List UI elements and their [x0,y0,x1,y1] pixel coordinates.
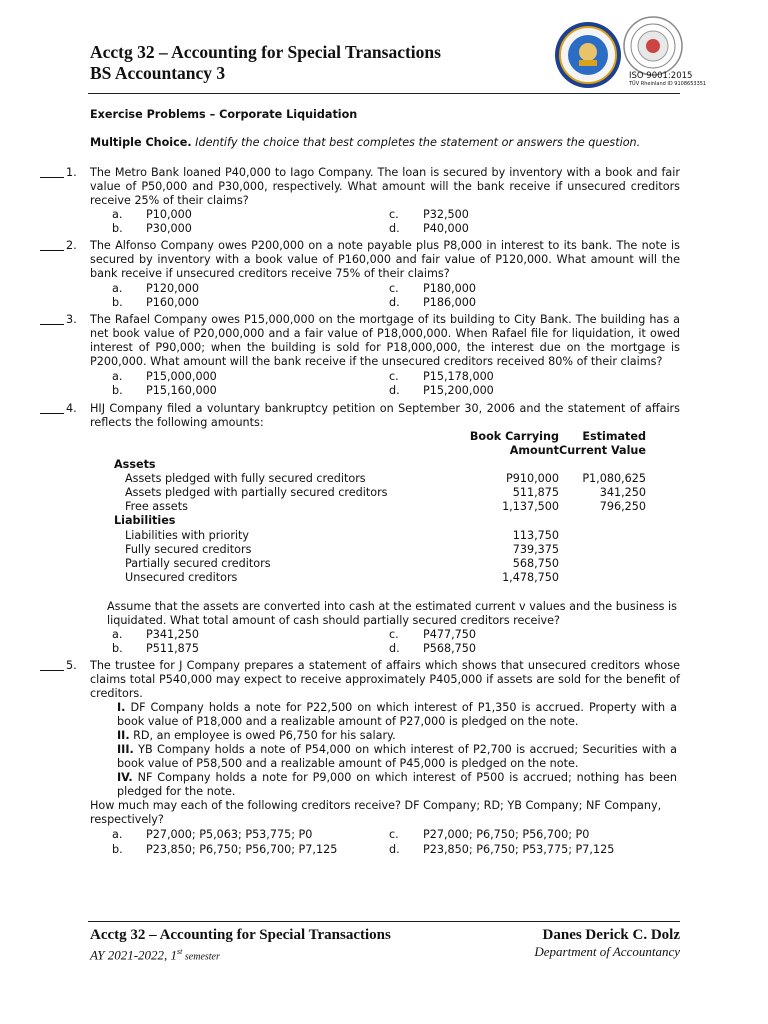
instructions-label: Multiple Choice. [90,136,192,149]
instructions [90,136,640,150]
col-estimated-header: Estimated [582,430,646,443]
table-row: Unsecured creditors 1,478,750 [125,571,559,584]
question-number: 5. [66,659,77,672]
question-4-followup: Assume that the assets are converted into cash at the estimated current v values and the business is liquidated. What total amount of cash should partially secured creditors receive? [107,600,677,627]
university-seal-icon [553,20,623,90]
section-heading: Assets [114,458,156,471]
question-stem: HIJ Company filed a voluntary bankruptcy petition on September 30, 2006 and the statement of affairs reflects the following amounts: [90,402,680,429]
creditor-item-3: III. YB Company holds a note of P54,000 on which interest of P2,700 is accrued; Securities with a book value of P58,500 and a realizable amount of P45,000 is pledged on the note. [117,743,677,770]
col-book-header: Book Carrying [469,430,559,443]
footer-course: Acctg 32 – Accounting for Special Transactions [90,927,391,943]
exercise-title: Exercise Problems – Corporate Liquidation [90,108,358,121]
instructions-text: Identify the choice that best completes the statement or answers the question. [195,136,641,149]
footer-right [534,926,680,960]
footer-author: Danes Derick C. Dolz [542,927,680,943]
program-title: BS Accountancy 3 [90,63,226,83]
iso-subtitle: TÜV Rheinland ID 9108653351 [629,81,707,87]
answer-blank[interactable] [40,402,64,414]
question-stem: The Alfonso Company owes P200,000 on a note payable plus P8,000 in interest to its bank. The note is secured by inventory with a book value of P160,000 and fair value of P120,000. What amount will the bank receive if unsecured creditors receive 75% of their claims? [90,239,680,280]
question-stem: The Rafael Company owes P15,000,000 on the mortgage of its building to City Bank. The building has a net book value of P20,000,000 and a fair value of P18,000,000. When Rafael file for liquidation, it owed interest of P90,000; when the building is sold for P18,000,000, the interest due on the mortgage is P200,000. What amount will the bank receive if the unsecured creditors received 80% of their claims? [90,313,680,368]
header-divider [88,93,680,94]
table-header-row-1 [40,430,680,444]
question-number: 1. [66,166,77,179]
question-number: 4. [66,402,77,415]
creditor-item-2: II. RD, an employee is owed P6,750 for his salary. [117,729,396,742]
section-heading: Liabilities [114,514,176,527]
table-row: Liabilities with priority 113,750 [125,529,559,542]
iso-certification-seal-icon [622,15,684,77]
creditor-item-1: I. DF Company holds a note for P22,500 on which interest of P1,350 is accrued. Property with a book value of P18,000 and a realizable amount of P27,000 is pledged on the note. [117,701,677,728]
question-1 [40,166,680,208]
table-header-row-2: Amount Current Value [509,444,646,457]
question-number: 2. [66,239,77,252]
course-title: Acctg 32 – Accounting for Special Transactions [90,42,441,62]
footer-department: Department of Accountancy [534,944,680,959]
footer-divider [88,921,680,922]
table-row: Partially secured creditors 568,750 [125,557,559,570]
question-5-followup: How much may each of the following creditors receive? DF Company; RD; YB Company; NF Company, respectively? [90,799,662,826]
question-number: 3. [66,313,77,326]
table-row: Free assets 1,137,500 796,250 [125,500,646,513]
iso-label [629,72,706,87]
question-stem: The trustee for J Company prepares a statement of affairs which shows that unsecured creditors whose claims total P540,000 may expect to receive approximately P405,000 if assets are sold for the benefit of creditors. [90,659,680,700]
answer-blank[interactable] [40,166,64,178]
question-4 [40,402,680,430]
creditor-item-4: IV. NF Company holds a note for P9,000 on which interest of P500 is accrued; nothing has been pledged for the note. [117,771,677,798]
footer-academic-year: AY 2021-2022, 1st semester [90,947,220,963]
question-2 [40,239,680,281]
answer-blank[interactable] [40,239,64,251]
table-row: Fully secured creditors 739,375 [125,543,559,556]
answer-blank[interactable] [40,659,64,671]
document-header [90,42,441,84]
question-stem: The Metro Bank loaned P40,000 to Iago Company. The loan is secured by inventory with a book and fair value of P50,000 and P30,000, respectively. What amount will the bank receive if unsecured creditors receive 25% of their claims? [90,166,680,207]
footer-left [90,926,391,965]
table-row: Assets pledged with fully secured creditors P910,000 P1,080,625 [125,472,646,485]
question-5 [40,659,680,701]
table-row: Assets pledged with partially secured creditors 511,875 341,250 [125,486,646,499]
question-3 [40,313,680,369]
answer-blank[interactable] [40,313,64,325]
iso-title: ISO 9001:2015 [629,71,693,81]
